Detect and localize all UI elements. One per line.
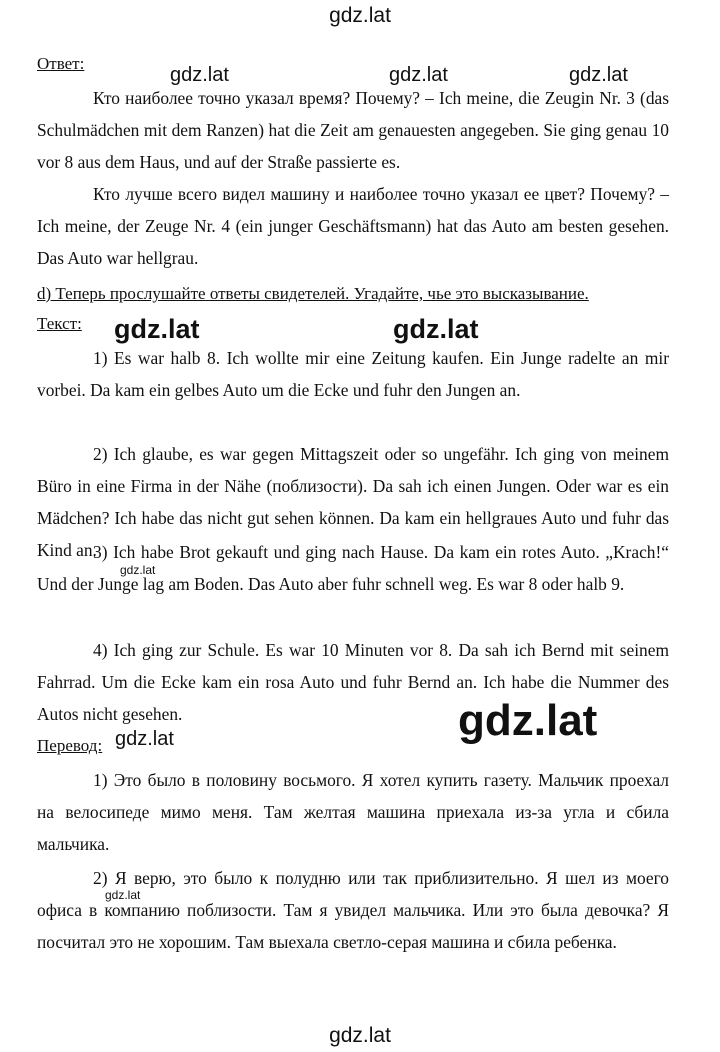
text-label: Текст: (37, 314, 82, 333)
watermark: gdz.lat (393, 314, 479, 344)
site-footer-watermark: gdz.lat (329, 1024, 391, 1047)
answer-label: Ответ: (37, 54, 85, 73)
text-paragraph-2: 2) Ich glaube, es war gegen Mittagszeit oder so ungefähr. Ich ging von meinem Büro in eine Firma in der Nähe (поблизости). Da sah ich einen Jungen. Oder war es ein Mädchen? Ich habe das nicht gut sehen können. Da kam ein hellgraues Auto und fuhr das Kind an. (37, 444, 669, 560)
watermark: gdz.lat (114, 314, 200, 344)
text-paragraph-3: 3) Ich habe Brot gekauft und ging nach Hause. Da kam ein rotes Auto. „Krach!“ Und der Junge lag am Boden. Das Auto aber fuhr schnell weg. Es war 8 oder halb 9. (37, 542, 669, 594)
watermark: gdz.lat (569, 64, 628, 86)
watermark: gdz.lat (115, 728, 174, 750)
site-header-watermark: gdz.lat (329, 4, 391, 27)
answer-paragraph-2: Кто лучше всего видел машину и наиболее точно указал ее цвет? Почему? – Ich meine, der Zeuge Nr. 4 (ein junger Geschäftsmann) hat das Auto am besten gesehen. Das Auto war hellgrau. (37, 184, 669, 268)
task-d-heading: d) Теперь прослушайте ответы свидетелей. Угадайте, чье это высказывание. (37, 284, 589, 303)
text-paragraph-4: 4) Ich ging zur Schule. Es war 10 Minuten vor 8. Da sah ich Bernd mit seinem Fahrrad. Um die Ecke kam ein rosa Auto und fuhr Bernd an. Ich habe die Nummer des Autos nicht gesehen. (37, 640, 669, 724)
watermark: gdz.lat (120, 563, 156, 577)
watermark: gdz.lat (458, 696, 598, 745)
watermark: gdz.lat (170, 64, 229, 86)
answer-paragraph-1: Кто наиболее точно указал время? Почему? – Ich meine, die Zeugin Nr. 3 (das Schulmädchen mit dem Ranzen) hat die Zeit am genauesten angegeben. Sie ging genau 10 vor 8 aus dem Haus, und auf der Straße passierte es. (37, 88, 669, 172)
watermark: gdz.lat (105, 888, 141, 902)
translation-paragraph-2: 2) Я верю, это было к полудню или так приблизительно. Я шел из моего офиса в компанию поблизости. Там я увидел мальчика. Или это была девочка? Я посчитал это не хорошим. Там выехала светло-серая машина и сбила ребенка. (37, 868, 669, 952)
translation-label: Перевод: (37, 736, 103, 755)
watermark: gdz.lat (389, 64, 448, 86)
text-paragraph-1: 1) Es war halb 8. Ich wollte mir eine Zeitung kaufen. Ein Junge radelte an mir vorbei. Da kam ein gelbes Auto um die Ecke und fuhr den Jungen an. (37, 348, 669, 400)
translation-paragraph-1: 1) Это было в половину восьмого. Я хотел купить газету. Мальчик проехал на велосипеде мимо меня. Там желтая машина приехала из-за угла и сбила мальчика. (37, 770, 669, 854)
